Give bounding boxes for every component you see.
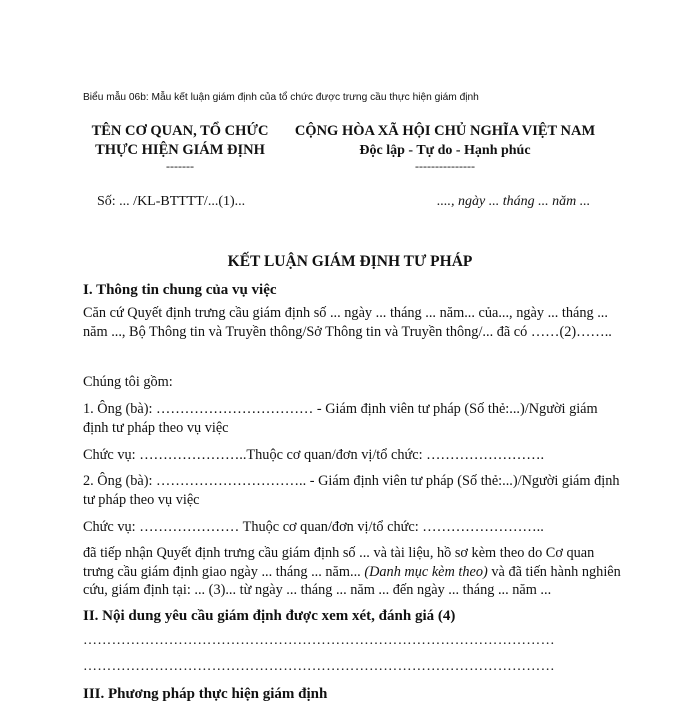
section-2-dots-line-1: ……………………………………………………………………………………… [83, 633, 555, 648]
members-intro: Chúng tôi gồm: [83, 374, 173, 390]
receipt-attachment-note: (Danh mục kèm theo) [364, 563, 488, 580]
date-line: ...., ngày ... tháng ... năm ... [437, 194, 591, 209]
section-2-dots-line-2: ……………………………………………………………………………………… [83, 659, 555, 674]
national-motto: Độc lập - Tự do - Hạnh phúc [359, 143, 531, 158]
receipt-paragraph [83, 544, 623, 600]
receipt-text-b: và đã tiến hành nghiên cứu, giám định tại: ... (3)... từ ngày ... tháng ... năm ... đến ngày ... tháng ... năm ... [83, 563, 621, 599]
national-rule: --------------- [415, 159, 475, 173]
national-header [290, 122, 600, 172]
form-note: Biểu mẫu 06b: Mẫu kết luận giám định của tổ chức được trưng cầu thực hiện giám định [83, 92, 479, 103]
national-title: CỘNG HÒA XÃ HỘI CHỦ NGHĨA VIỆT NAM [294, 123, 596, 139]
member-1-position: Chức vụ: …………………..Thuộc cơ quan/đơn vị/tổ chức: ……………………. [83, 447, 545, 463]
member-2: 2. Ông (bà): ………………………….. - Giám định viên tư pháp (Số thẻ:...)/Người giám định tư pháp theo vụ việc [83, 473, 620, 508]
agency-name-line1: TÊN CƠ QUAN, TỔ CHỨC [91, 123, 269, 139]
member-2-position: Chức vụ: ………………… Thuộc cơ quan/đơn vị/tổ chức: …………………….. [83, 519, 544, 535]
section-1-heading: I. Thông tin chung của vụ việc [83, 282, 277, 298]
document-title: KẾT LUẬN GIÁM ĐỊNH TƯ PHÁP [227, 253, 473, 270]
agency-rule: ------- [166, 159, 194, 173]
receipt-text-a: đã tiếp nhận Quyết định trưng cầu giám định số ... và tài liệu, hồ sơ kèm theo do Cơ quan trưng cầu giám định giao ngày ... tháng ... năm... [83, 545, 595, 580]
basis-paragraph: Căn cứ Quyết định trưng cầu giám định số ... ngày ... tháng ... năm... của..., ngày ... tháng ... năm ..., Bộ Thông tin và Truyền thông/Sở Thông tin và Truyền thông/... đã có ……(2)…….. [83, 305, 612, 340]
agency-name-line2: THỰC HIỆN GIÁM ĐỊNH [95, 142, 265, 158]
document-number: Số: ... /KL-BTTTT/...(1)... [97, 194, 246, 209]
section-3-heading: III. Phương pháp thực hiện giám định [83, 686, 328, 702]
agency-header [80, 122, 280, 172]
member-1: 1. Ông (bà): …………………………… - Giám định viên tư pháp (Số thẻ:...)/Người giám định tư pháp theo vụ việc [83, 401, 598, 436]
section-2-heading: II. Nội dung yêu cầu giám định được xem xét, đánh giá (4) [83, 608, 456, 624]
